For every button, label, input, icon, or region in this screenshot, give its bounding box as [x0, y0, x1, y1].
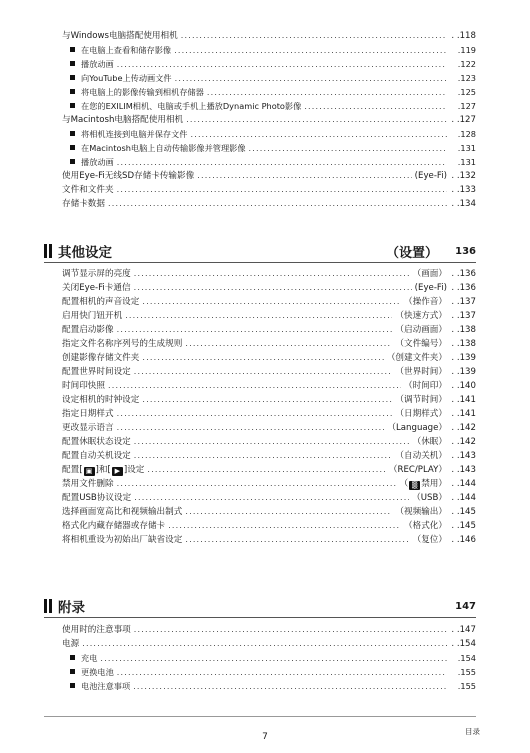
dot-leader	[117, 408, 393, 420]
toc-entry-page: . .138	[451, 325, 476, 335]
dot-leader	[134, 492, 409, 504]
dot-leader	[207, 87, 447, 99]
toc-entry-page: . .143	[451, 465, 476, 475]
toc-entry-page: . .146	[451, 535, 476, 545]
toc-entry-category: （创建文件夹）	[386, 353, 447, 363]
camera-icon: ▣	[84, 467, 95, 476]
toc-entry-page: . .142	[451, 423, 476, 433]
dot-leader	[117, 59, 447, 71]
toc-entry-title: 更换电池	[81, 667, 114, 677]
toc-entry-category: （格式化）	[404, 521, 447, 531]
toc-entry-category: (Eye-Fi)	[414, 171, 447, 181]
toc-entry-title-part: ]和[	[95, 465, 111, 475]
toc-entry[interactable]	[62, 170, 476, 184]
toc-entry-page: . .136	[451, 269, 476, 279]
dot-leader	[134, 282, 412, 294]
bullet-square-icon	[70, 75, 75, 80]
toc-entry-title: 将相机连接到电脑并保存文件	[81, 129, 188, 139]
toc-entry-page: . .134	[451, 199, 476, 209]
toc-entry[interactable]	[62, 464, 476, 478]
toc-entry-title: 与Windows电脑搭配使用相机	[62, 31, 178, 41]
toc-entry[interactable]	[62, 198, 476, 212]
toc-entry[interactable]	[62, 100, 476, 114]
toc-entry-page: .119	[457, 45, 476, 55]
toc-entry-category: （Language）	[387, 423, 447, 433]
bullet-square-icon	[70, 683, 75, 688]
toc-entry-page: . .139	[451, 353, 476, 363]
bullet-square-icon	[70, 103, 75, 108]
toc-entry[interactable]	[62, 680, 476, 694]
toc-entry-title: 播放动画	[81, 157, 114, 167]
toc-entry-page: .155	[457, 681, 476, 691]
toc-entry[interactable]	[62, 366, 476, 380]
toc-entry-title: 电池注意事项	[81, 681, 131, 691]
dot-leader	[134, 450, 393, 462]
toc-entry-category: （文件编号）	[395, 339, 447, 349]
toc-entry[interactable]	[62, 142, 476, 156]
toc-entry-page: . .145	[451, 521, 476, 531]
toc-settings-list	[62, 268, 476, 548]
bullet-square-icon	[70, 131, 75, 136]
toc-entry-title: 与Macintosh电脑搭配使用相机	[62, 115, 184, 125]
toc-entry-page: .123	[457, 73, 476, 83]
toc-entry-title: 指定文件名称序列号的生成规则	[62, 339, 183, 349]
trash-icon: ▒	[409, 481, 420, 490]
toc-entry-title: 指定日期样式	[62, 409, 114, 419]
bullet-square-icon	[70, 145, 75, 150]
toc-entry-page: . .140	[451, 381, 476, 391]
toc-entry-category: （操作音）	[404, 297, 447, 307]
dot-leader	[190, 129, 447, 141]
toc-entry-page: . .141	[451, 409, 476, 419]
toc-entry-page: . .133	[451, 185, 476, 195]
toc-entry[interactable]	[62, 58, 476, 72]
toc-entry-title: 设定相机的时钟设定	[62, 395, 140, 405]
toc-top-list	[62, 30, 476, 212]
toc-entry-title: 使用时的注意事项	[62, 625, 131, 635]
toc-entry[interactable]	[62, 156, 476, 170]
toc-entry-page: .125	[457, 87, 476, 97]
toc-entry-title: 配置休眠状态设定	[62, 437, 131, 447]
dot-leader	[133, 681, 447, 693]
bullet-square-icon	[70, 47, 75, 52]
toc-entry-title: 将电脑上的影像传输到相机存储器	[81, 87, 204, 97]
dot-leader	[304, 101, 447, 113]
toc-entry-page: .155	[457, 667, 476, 677]
section-bar-icon	[49, 599, 52, 613]
toc-entry[interactable]	[62, 310, 476, 324]
toc-entry[interactable]	[62, 506, 476, 520]
section-divider	[44, 262, 476, 263]
section-title: 其他设定	[58, 245, 112, 261]
play-icon: ▶	[112, 467, 123, 476]
toc-entry-title: 向YouTube上传动画文件	[81, 73, 172, 83]
section-title: 附录	[58, 600, 85, 616]
toc-entry[interactable]	[62, 652, 476, 666]
toc-entry[interactable]	[62, 436, 476, 450]
toc-entry-category: （时间印）	[404, 381, 447, 391]
footer-divider	[44, 716, 476, 717]
dot-leader	[168, 520, 401, 532]
toc-entry-title-part: ]设定	[123, 465, 145, 475]
toc-entry-page: .128	[457, 129, 476, 139]
dot-leader	[117, 184, 447, 196]
toc-entry-category: （复位）	[412, 535, 447, 545]
dot-leader	[249, 143, 447, 155]
dot-leader	[117, 667, 447, 679]
toc-entry-title: 电源	[62, 639, 80, 649]
toc-entry[interactable]	[62, 422, 476, 436]
dot-leader	[108, 380, 401, 392]
dot-leader	[134, 624, 447, 636]
toc-entry[interactable]	[62, 492, 476, 506]
page-number: 7	[262, 732, 268, 742]
toc-entry[interactable]	[62, 380, 476, 394]
toc-entry[interactable]	[62, 338, 476, 352]
toc-entry-title: 选择画面宽高比和视频输出制式	[62, 507, 183, 517]
toc-entry[interactable]	[62, 268, 476, 282]
section-category: （设置）	[385, 245, 438, 261]
toc-entry-page: . .144	[451, 479, 476, 489]
toc-entry-page: . .137	[451, 311, 476, 321]
toc-entry-title	[62, 464, 144, 476]
toc-entry-page: . .137	[451, 297, 476, 307]
toc-entry-title: 在电脑上查看和储存影像	[81, 45, 172, 55]
toc-entry-page: . .132	[451, 171, 476, 181]
toc-entry-page: . .127	[451, 115, 476, 125]
toc-entry[interactable]	[62, 324, 476, 338]
toc-entry[interactable]	[62, 114, 476, 128]
dot-leader	[147, 464, 385, 476]
dot-leader	[117, 157, 447, 169]
dot-leader	[134, 436, 410, 448]
section-header-appendix	[44, 597, 476, 615]
dot-leader	[108, 198, 447, 210]
dot-leader	[174, 45, 447, 57]
toc-entry[interactable]	[62, 44, 476, 58]
toc-entry[interactable]	[62, 128, 476, 142]
toc-entry-page: .122	[457, 59, 476, 69]
toc-entry-title: 调节显示屏的亮度	[62, 269, 131, 279]
toc-entry-page: . .147	[451, 625, 476, 635]
toc-entry-page: . .144	[451, 493, 476, 503]
section-bar-icon	[44, 244, 47, 258]
toc-entry-category: （自动关机）	[395, 451, 447, 461]
toc-entry-page: . .118	[451, 31, 476, 41]
toc-entry-title: 配置相机的声音设定	[62, 297, 140, 307]
toc-entry-category: （视频输出）	[395, 507, 447, 517]
footer-label: 目录	[465, 727, 480, 736]
toc-entry[interactable]	[62, 450, 476, 464]
dot-leader	[185, 534, 409, 546]
toc-entry-page: . .138	[451, 339, 476, 349]
toc-entry-title-part: 配置[	[62, 465, 83, 475]
toc-entry-page: . .141	[451, 395, 476, 405]
dot-leader	[125, 310, 392, 322]
toc-entry[interactable]	[62, 86, 476, 100]
dot-leader	[142, 394, 392, 406]
section-bar-icon	[49, 244, 52, 258]
toc-entry[interactable]	[62, 408, 476, 422]
toc-entry-page: .131	[457, 143, 476, 153]
section-header-settings	[44, 242, 476, 260]
toc-entry-page: . .139	[451, 367, 476, 377]
toc-entry-page: . .142	[451, 437, 476, 447]
dot-leader	[117, 324, 393, 336]
bullet-square-icon	[70, 61, 75, 66]
dot-leader	[185, 338, 392, 350]
bullet-square-icon	[70, 655, 75, 660]
toc-entry-title: 创建影像存储文件夹	[62, 353, 140, 363]
toc-entry[interactable]	[62, 534, 476, 548]
toc-entry-title: 使用Eye-Fi无线SD存储卡传输影像	[62, 171, 195, 181]
dot-leader	[100, 653, 447, 665]
toc-entry-page: .127	[457, 101, 476, 111]
toc-entry-page: . .143	[451, 451, 476, 461]
toc-entry-category: （启动画面）	[395, 325, 447, 335]
toc-entry[interactable]	[62, 394, 476, 408]
toc-entry-category: （ ▒ 禁用）	[399, 479, 447, 489]
toc-entry-category: (Eye-Fi)	[414, 283, 447, 293]
dot-leader	[186, 114, 447, 126]
dot-leader	[117, 422, 385, 434]
dot-leader	[134, 268, 410, 280]
toc-entry-title: 配置启动影像	[62, 325, 114, 335]
toc-entry-title: 配置世界时间设定	[62, 367, 131, 377]
toc-entry-title: 配置自动关机设定	[62, 451, 131, 461]
dot-leader	[197, 170, 411, 182]
toc-entry-category: （世界时间）	[395, 367, 447, 377]
toc-entry-category: （REC/PLAY）	[388, 465, 447, 475]
toc-entry-page: . .154	[451, 639, 476, 649]
toc-entry-title: 文件和文件夹	[62, 185, 114, 195]
toc-entry-title: 更改显示语言	[62, 423, 114, 433]
dot-leader	[175, 73, 447, 85]
dot-leader	[134, 366, 393, 378]
section-page: 147	[455, 600, 476, 612]
toc-entry-title: 关闭Eye-Fi卡通信	[62, 283, 131, 293]
toc-entry-title: 启用快门钮开机	[62, 311, 123, 321]
toc-entry[interactable]	[62, 520, 476, 534]
dot-leader	[117, 478, 397, 490]
dot-leader	[82, 638, 447, 650]
toc-entry-page: . .145	[451, 507, 476, 517]
toc-entry[interactable]	[62, 666, 476, 680]
toc-entry-title: 时间印快照	[62, 381, 105, 391]
toc-entry[interactable]	[62, 352, 476, 366]
toc-entry-title: 充电	[81, 653, 98, 663]
toc-entry-category: （画面）	[412, 269, 447, 279]
toc-entry-category: （日期样式）	[395, 409, 447, 419]
toc-entry[interactable]	[62, 478, 476, 492]
toc-appendix-list	[62, 624, 476, 694]
toc-entry-title: 格式化内藏存储器或存储卡	[62, 521, 166, 531]
bullet-square-icon	[70, 159, 75, 164]
section-bar-icon	[44, 599, 47, 613]
dot-leader	[185, 506, 392, 518]
section-page: 136	[455, 245, 476, 257]
toc-entry-category: （快速方式）	[395, 311, 447, 321]
toc-entry[interactable]	[62, 282, 476, 296]
toc-entry-category: （休眠）	[412, 437, 447, 447]
bullet-square-icon	[70, 89, 75, 94]
toc-entry-page: .131	[457, 157, 476, 167]
dot-leader	[181, 30, 447, 42]
toc-entry-category: （USB）	[412, 493, 447, 503]
dot-leader	[142, 352, 383, 364]
dot-leader	[142, 296, 401, 308]
toc-entry-title: 在您的EXILIM相机、电脑或手机上播放Dynamic Photo影像	[81, 101, 302, 111]
section-divider	[44, 617, 476, 618]
toc-entry-title: 存储卡数据	[62, 199, 105, 209]
toc-entry[interactable]	[62, 30, 476, 44]
toc-entry[interactable]	[62, 296, 476, 310]
toc-entry[interactable]	[62, 72, 476, 86]
toc-entry-page: .154	[457, 653, 476, 663]
toc-entry[interactable]	[62, 184, 476, 198]
toc-entry-title: 播放动画	[81, 59, 114, 69]
toc-entry-title: 禁用文件删除	[62, 479, 114, 489]
toc-entry-category: （调节时间）	[395, 395, 447, 405]
toc-entry-title: 在Macintosh电脑上自动传输影像并管理影像	[81, 143, 246, 153]
toc-entry-title: 将相机重设为初始出厂缺省设定	[62, 535, 183, 545]
bullet-square-icon	[70, 669, 75, 674]
toc-entry[interactable]	[62, 624, 476, 638]
toc-entry-page: . .136	[451, 283, 476, 293]
toc-entry-title: 配置USB协议设定	[62, 493, 132, 503]
toc-entry[interactable]	[62, 638, 476, 652]
